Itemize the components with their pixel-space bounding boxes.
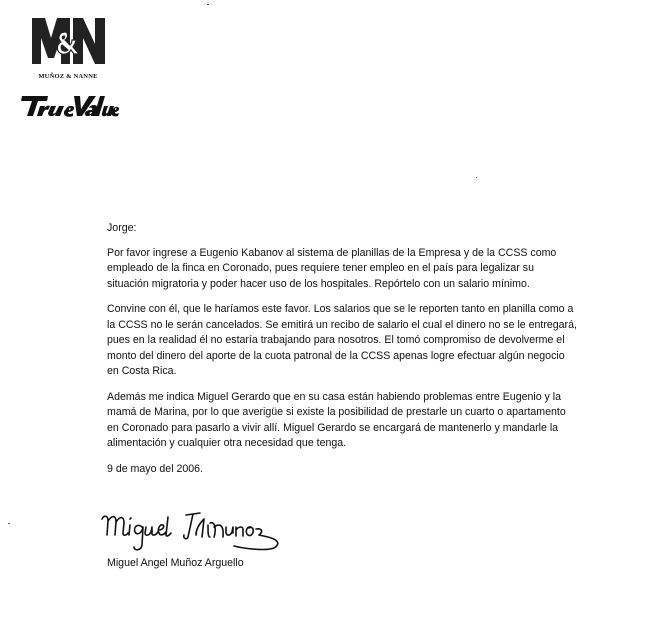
letter-date: 9 de mayo del 2006. [107,462,204,475]
letter-body [107,221,577,477]
logo-subtitle: MUÑOZ & NANNE [38,73,98,80]
paragraph-3: Además me indica Miguel Gerardo que en su casa están habiendo problemas entre Eugenio y la mamá de Marina, por lo que averigüe si existe la posibilidad de prestarle un cuarto o apartamento en Coronado para pasarlo a vivir allí. Miguel Gerardo se encargará de mantenerlo y mandarle la alimentación y cualquier otra necesidad que tenga. [107,390,566,449]
scan-speck [207,4,209,5]
true-value-logo [18,92,120,120]
paragraph-2: Convine con él, que le haríamos este favor. Los salarios que se le reporten tanto en planilla como a la CCSS no le serán cancelados. Se emitirá un recibo de salario el cual el dinero no se le entregará, pues en la realidad él no estaría trabajando para nosotros. El tomó compromiso de devolverme el monto del dinero del aporte de la cuota patronal de la CCSS apenas logre efectuar algún negocio en Costa Rica. [107,303,577,377]
scan-speck [8,523,10,524]
greeting: Jorge: [107,222,137,234]
company-logo [29,12,107,68]
paragraph-1: Por favor ingrese a Eugenio Kabanov al sistema de planillas de la Empresa y de la CCSS como empleado de la finca en Coronado, pues requiere tener empleo en el país para legalizar su situación migratoria y poder hacer uso de los hospitales. Repórtelo con un salario mínimo. [107,246,557,290]
scan-speck [476,177,477,178]
signer-name: Miguel Angel Muñoz Arguello [107,557,244,569]
handwritten-signature [96,505,301,555]
